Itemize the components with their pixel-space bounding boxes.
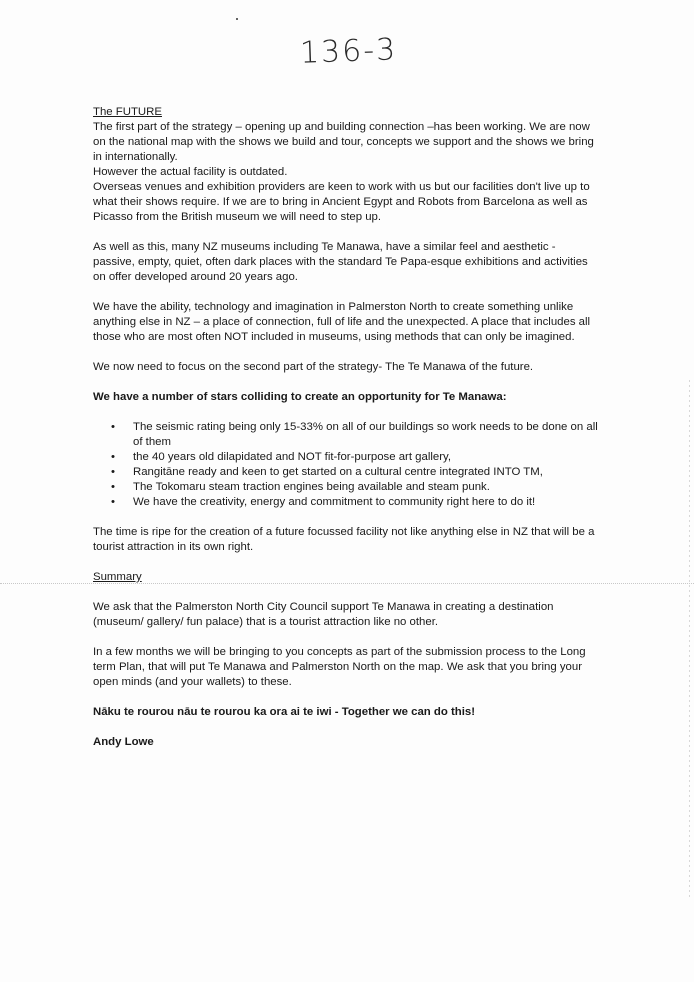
paragraph-nz-museums: As well as this, many NZ museums including Te Manawa, have a similar feel and aesthetic - passive, empty, quiet, often dark places with the standard Te Papa-esque exhibitions and activities on offer developed around 20 years ago. xyxy=(93,241,588,283)
letter-body xyxy=(93,105,598,750)
paragraph-time-is-ripe: The time is ripe for the creation of a future focussed facility not like anything else in NZ that will be a tourist attraction in its own right. xyxy=(93,526,595,553)
scan-edge-mark xyxy=(689,380,690,900)
paragraph-ability: We have the ability, technology and imagination in Palmerston North to create something unlike anything else in NZ – a place of connection, full of life and the unexpected. A place that includes all those who are most often NOT included in museums, using methods that can only be imagined. xyxy=(93,301,591,343)
paragraph-council-request: We ask that the Palmerston North City Council support Te Manawa in creating a destination (museum/ gallery/ fun palace) that is a tourist attraction like no other. xyxy=(93,601,554,628)
summary-heading: Summary xyxy=(93,571,142,583)
list-item: • Rangitāne ready and keen to get started on a cultural centre integrated INTO TM, xyxy=(133,465,598,480)
future-heading: The FUTURE xyxy=(93,106,162,118)
paragraph-strategy: The first part of the strategy – opening up and building connection –has been working. We are now on the national map with the shows we build and tour, concepts we support and the shows we bring in internationally. xyxy=(93,121,594,163)
handwritten-reference-number: 136-3 xyxy=(299,32,398,71)
closing-line: Nāku te rourou nāu te rourou ka ora ai te iwi - Together we can do this! xyxy=(93,706,476,718)
scan-speck xyxy=(236,18,238,20)
opportunity-list xyxy=(93,420,598,510)
paragraph-second-part: We now need to focus on the second part of the strategy- The Te Manawa of the future. xyxy=(93,361,534,373)
signature: Andy Lowe xyxy=(93,736,154,748)
list-item: • The Tokomaru steam traction engines being available and steam punk. xyxy=(133,480,598,495)
list-item: • We have the creativity, energy and commitment to community right here to do it! xyxy=(133,495,598,510)
list-item: • The seismic rating being only 15-33% on all of our buildings so work needs to be done on all of them xyxy=(133,420,598,450)
paragraph-overseas-venues: Overseas venues and exhibition providers are keen to work with us but our facilities don't live up to what their shows require. If we are to bring in Ancient Egypt and Robots from Barcelona as well as Picasso from the British museum we will need to step up. xyxy=(93,181,590,223)
stars-heading: We have a number of stars colliding to create an opportunity for Te Manawa: xyxy=(93,391,507,403)
list-item: • the 40 years old dilapidated and NOT fit-for-purpose art gallery, xyxy=(133,450,598,465)
paragraph-long-term-plan: In a few months we will be bringing to you concepts as part of the submission process to the Long term Plan, that will put Te Manawa and Palmerston North on the map. We ask that you bring your open minds (and your wallets) to these. xyxy=(93,646,586,688)
paragraph-facility-outdated: However the actual facility is outdated. xyxy=(93,166,288,178)
